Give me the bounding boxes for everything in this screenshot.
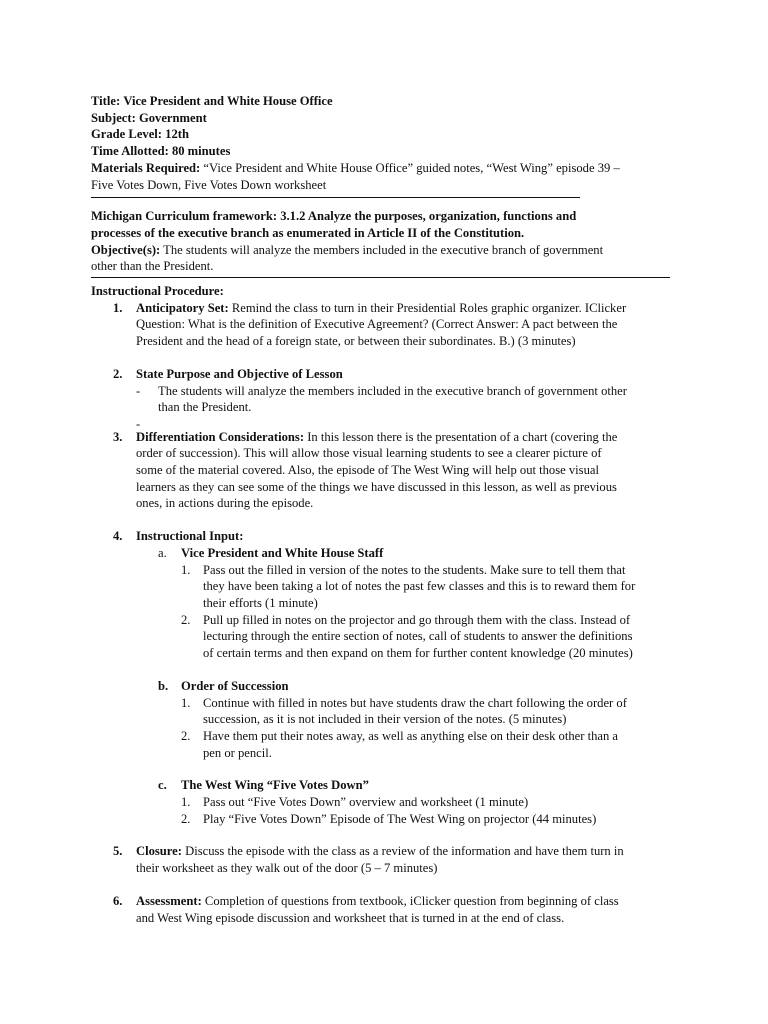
lesson-plan-content — [91, 93, 691, 926]
time-line: Time Allotted: 80 minutes — [91, 144, 231, 159]
sub-item-b-2: 2. Have them put their notes away, as well as anything else on their desk other than a pen or pencil. — [181, 728, 619, 760]
sub-item-a: a. Vice President and White House Staff — [158, 545, 384, 560]
objective-line-2: other than the President. — [91, 259, 214, 274]
materials-line-2: Five Votes Down, Five Votes Down worksheet — [91, 177, 327, 192]
item-number: 3. — [113, 429, 123, 444]
divider-1 — [91, 197, 580, 198]
title-value: Vice President and White House Office — [123, 94, 333, 108]
procedure-item-2: 2. State Purpose and Objective of Lesson - The students will analyze the members included in the executive branch of government other than the President. - — [91, 366, 691, 433]
framework-line-2: processes of the executive branch as enumerated in Article II of the Constitution. — [91, 225, 525, 240]
procedure-item-6: 6. Assessment: Completion of questions from textbook, iClicker question from beginning of class and West Wing episode discussion and worksheet that is turned in at the end of class. — [113, 893, 619, 925]
sub-item-c-2: 2. Play “Five Votes Down” Episode of The West Wing on projector (44 minutes) — [181, 811, 597, 826]
sub-item-a-2: 2. Pull up filled in notes on the projector and go through them with the class. Instead of lecturing through the entire section of notes, call of students to answer the definitions of certain terms and then expand on them for further content knowledge (20 minutes) — [181, 612, 633, 661]
item-number: 1. — [113, 300, 123, 315]
subject-line: Subject: Government — [91, 110, 207, 125]
procedure-item-3: 3. Differentiation Considerations: In this lesson there is the presentation of a chart (covering the order of succession). This will allow those visual learning students to see a clearer picture of some of the material covered. Also, the episode of The West Wing will help out those visual learners as they can see some of the things we have discussed in this lesson, as well as previous ones, in actions during the episode. — [113, 429, 618, 511]
objective-line: Objective(s): The students will analyze the members included in the executive branch of government — [91, 242, 604, 257]
item-number: 6. — [113, 893, 123, 908]
divider-2 — [91, 277, 670, 278]
sub-item-b: b. Order of Succession — [158, 678, 289, 693]
sub-item-a-1: 1. Pass out the filled in version of the notes to the students. Make sure to tell them that they have been taking a lot of notes the past few classes and this is to reward them for their efforts (1 minute) — [181, 562, 636, 610]
sub-item-b-1: 1. Continue with filled in notes but have students draw the chart following the order of succession, as it is not included in their version of the notes. (5 minutes) — [181, 695, 627, 727]
item-number: 5. — [113, 844, 123, 859]
sub-item-c: c. The West Wing “Five Votes Down” — [158, 778, 369, 793]
procedure-item-5: 5. Closure: Discuss the episode with the class as a review of the information and have them turn in their worksheet as they walk out of the door (5 – 7 minutes) — [113, 844, 624, 876]
list-item: - The students will analyze the members included in the executive branch of government other — [136, 383, 627, 398]
item-number: 2. — [113, 366, 123, 381]
framework-line-1: Michigan Curriculum framework: 3.1.2 Analyze the purposes, organization, functions and — [91, 209, 577, 224]
grade-line: Grade Level: 12th — [91, 127, 189, 142]
materials-line: Materials Required: “Vice President and White House Office” guided notes, “West Wing” episode 39 – — [91, 160, 620, 175]
title-line: Title: Vice President and White House Office — [91, 94, 333, 108]
procedure-item-4: 4. Instructional Input: a. Vice President and White House Staff 1. Pass out the filled in version of the notes to the students. Make sure to tell them that they have been taking a lot of notes the past few classes and this is to reward them for their efforts (1 minute) 2. Pull up filled in notes on the projector and go through them with the class. Instead of lecturing through the entire section of notes, call of students to answer the definitions of certain terms and then expand on them for further content knowledge (20 minutes) b. Order of Succession 1. Continue with filled in notes but have students draw the chart following the order of succession, as it is not included in their version of the notes. (5 minutes) 2. Have them put their notes away, as well as anything else on their desk other than a pen or pencil. c. The West Wing “Five Votes Down” 1. Pass out “Five Votes Down” overview and worksheet (1 minute) 2. Play “Five Votes Down” Episode of The West Wing on projector (44 minutes) — [91, 528, 691, 827]
procedure-heading: Instructional Procedure: — [91, 284, 224, 299]
item-number: 4. — [113, 529, 123, 544]
procedure-item-1: 1. Anticipatory Set: Remind the class to turn in their Presidential Roles graphic organizer. IClicker Question: What is the definition of Executive Agreement? (Correct Answer: A pact between the President and the head of a foreign state, or between their subordinates. B.) (3 minutes) — [113, 300, 627, 349]
empty-list-item: - — [136, 416, 141, 431]
sub-item-c-1: 1. Pass out “Five Votes Down” overview and worksheet (1 minute) — [181, 795, 529, 810]
